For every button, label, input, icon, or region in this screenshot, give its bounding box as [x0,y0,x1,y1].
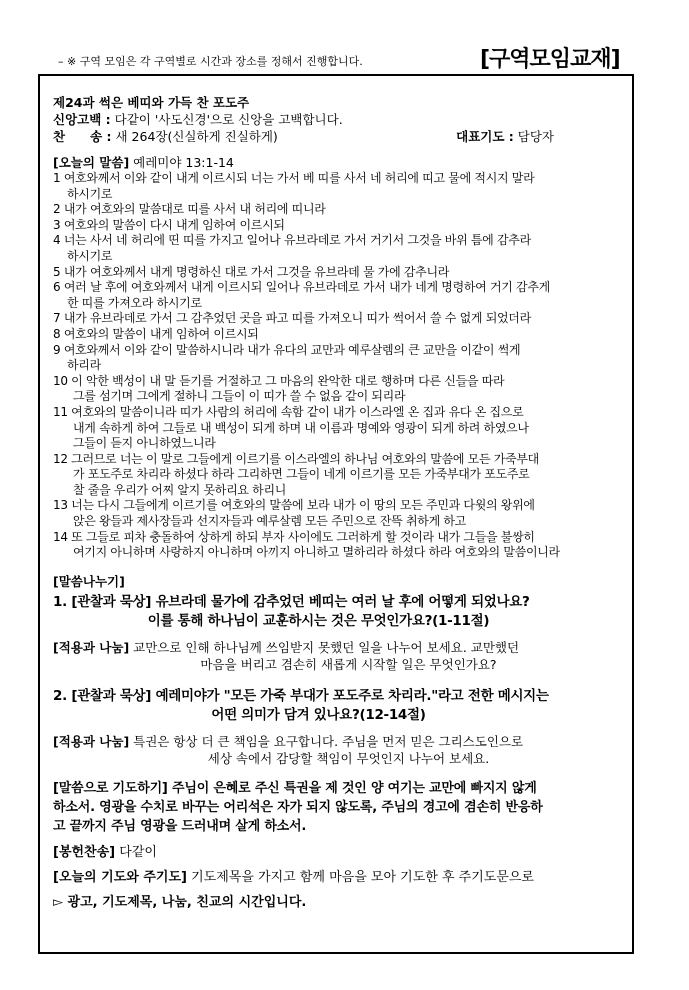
document-title: [구역모임교재] [480,47,620,72]
verse-line: 가 포도주로 차리라 하셨다 하라 그리하면 그들이 네게 이르기를 모든 가죽부대가 포도주로 [73,467,530,482]
verse-line: 앉은 왕들과 제사장들과 선지자들과 예루살렘 모든 주민으로 잔뜩 취하게 하고 [73,514,466,529]
verse-line: 한 띠를 가져오라 하시기로 [67,295,202,310]
scripture-verses [53,171,624,561]
verse-line: 그들이 듣지 아니하였느니라 [73,436,216,451]
verse-line: 4 너는 사서 네 허리에 띤 띠를 가지고 일어나 유브라데로 가서 거기서 그것을 바위 틈에 감추라 [53,233,531,248]
verse-line: 하리라 [67,358,101,373]
lesson-title: 제24과 썩은 베띠와 가득 찬 포도주 [53,95,250,110]
question-1 [53,593,624,631]
hymn-text: 새 264장(신실하게 진실하게) [111,129,278,144]
prayer-leader-text: 담당자 [513,129,554,144]
verse-line: 5 내가 여호와께서 내게 명령하신 대로 가서 그것을 유브라데 물 가에 감추니라 [53,264,450,279]
offering-text: 다같이 [115,844,157,860]
verse-line: 12 그러므로 너는 이 말로 그들에게 이르기를 이스라엘의 하나님 여호와의 말씀에 모든 가죽부대 [53,451,539,466]
scripture-label: [오늘의 말씀] [53,155,130,170]
creed-text: 다같이 '사도신경'으로 신앙을 고백합니다. [110,112,343,127]
hymn-label: 찬 송 : [53,129,112,144]
verse-line: 14 또 그들로 피차 충돌하여 상하게 하되 부자 사이에도 그러하게 할 것이라 내가 그들을 불쌍히 [53,529,535,544]
verse-line: 1 여호와께서 이와 같이 내게 이르시되 너는 가서 베 띠를 사서 네 허리에 띠고 물에 적시지 말라 [53,171,535,185]
application-1-line1: 교만으로 인해 하나님께 쓰임받지 못했던 일을 나누어 보세요. 교만했던 [129,639,520,655]
closing-prayer [53,779,624,836]
todays-prayer-line [53,869,624,886]
application-2 [53,733,624,767]
verse-line: 3 여호와의 말씀이 다시 내게 임하여 이르시되 [53,217,285,232]
verse-line: 2 내가 여호와의 말씀대로 띠를 사서 내 허리에 띠니라 [53,202,326,217]
todays-prayer-text: 기도제목을 가지고 함께 마음을 모아 기도한 후 주기도문으로 [186,869,534,885]
scripture-heading [53,154,624,171]
verse-line: 10 이 악한 백성이 내 말 듣기를 거절하고 그 마음의 완악한 대로 행하며 다른 신들을 따라 [53,373,505,388]
application-1 [53,639,624,673]
application-2-label: [적용과 나눔] [53,733,130,749]
question-2-line2: 어떤 의미가 담겨 있나요?(12-14절) [211,706,426,723]
scripture-ref: 예레미야 13:1-14 [129,155,234,170]
verse-line: 하시기로 [67,186,113,201]
application-1-line2: 마음을 버리고 겸손히 새롭게 시작할 일은 무엇인가요? [200,656,497,672]
question-1-line1: 1. [관찰과 묵상] 유브라데 물가에 감추었던 베띠는 여러 날 후에 어떻게 되었나요? [53,593,530,610]
verse-line: 그를 섬기며 그에게 절하니 그들이 이 띠가 쓸 수 없음 같이 되리라 [73,389,406,404]
creed-label: 신앙고백 : [53,112,111,127]
verse-line: 7 내가 유브라데로 가서 그 감추었던 곳을 파고 띠를 가져오니 띠가 썩어서 쓸 수 없게 되었더라 [53,311,531,326]
creed-line [53,111,624,128]
meeting-note: – ※ 구역 모임은 각 구역별로 시간과 장소를 정해서 진행합니다. [58,55,363,68]
sharing-heading: [말씀나누기] [53,573,125,589]
verse-line: 찰 줄을 우리가 어찌 알지 못하리요 하리니 [73,482,287,497]
verse-line: 6 여러 날 후에 여호와께서 내게 이르시되 일어나 유브라데로 가서 내가 네게 명령하여 거기 감추게 [53,280,550,295]
verse-line: 여기지 아니하며 사랑하지 아니하며 아끼지 아니하고 멸하리라 하셨다 하라 여호와의 말씀이니라 [73,545,560,560]
offering-label: [봉헌찬송] [53,844,116,860]
offering-line [53,844,624,861]
lesson-box [38,74,634,954]
hymn-line [53,128,624,145]
closing-prayer-line3: 고 끝까지 주님 영광을 드러내며 살게 하소서. [53,818,307,834]
question-2 [53,687,624,725]
verse-line: 내게 속하게 하여 그들로 내 백성이 되게 하며 내 이름과 명예와 영광이 되게 하려 하였으나 [73,420,529,435]
verse-line: 13 너는 다시 그들에게 이르기를 여호와의 말씀에 보라 내가 이 땅의 모든 주민과 다윗의 왕위에 [53,498,535,513]
todays-prayer-label: [오늘의 기도와 주기도] [53,869,187,885]
question-2-line1: 2. [관찰과 묵상] 예레미야가 "모든 가죽 부대가 포도주로 차리라."라고 전한 메시지는 [53,687,549,704]
closing-prayer-line2: 하소서. 영광을 수치로 바꾸는 어리석은 자가 되지 않도록, 주님의 경고에 겸손히 반응하 [53,799,543,815]
prayer-leader-label: 대표기도 : [456,129,514,144]
verse-line: 하시기로 [67,248,113,263]
verse-line: 9 여호와께서 이와 같이 말씀하시니라 내가 유다의 교만과 예루살렘의 큰 교만을 이같이 썩게 [53,342,521,357]
application-1-label: [적용과 나눔] [53,639,130,655]
application-2-line1: 특권은 항상 더 큰 책임을 요구합니다. 주님을 먼저 믿은 그리스도인으로 [129,733,524,749]
application-2-line2: 세상 속에서 감당할 책임이 무엇인지 나누어 보세요. [207,750,490,766]
verse-line: 11 여호와의 말씀이니라 띠가 사람의 허리에 속함 같이 내가 이스라엘 온 집과 유다 온 집으로 [53,404,524,419]
notice-line: ▻ 광고, 기도제목, 나눔, 친교의 시간입니다. [53,894,307,910]
verse-line: 8 여호와의 말씀이 내게 임하여 이르시되 [53,326,259,341]
closing-prayer-line1: 주님이 은혜로 주신 특권을 제 것인 양 여기는 교만에 빠지지 않게 [167,780,537,796]
closing-prayer-label: [말씀으로 기도하기] [53,780,168,796]
question-1-line2: 이를 통해 하나님이 교훈하시는 것은 무엇인가요?(1-11절) [147,612,490,629]
